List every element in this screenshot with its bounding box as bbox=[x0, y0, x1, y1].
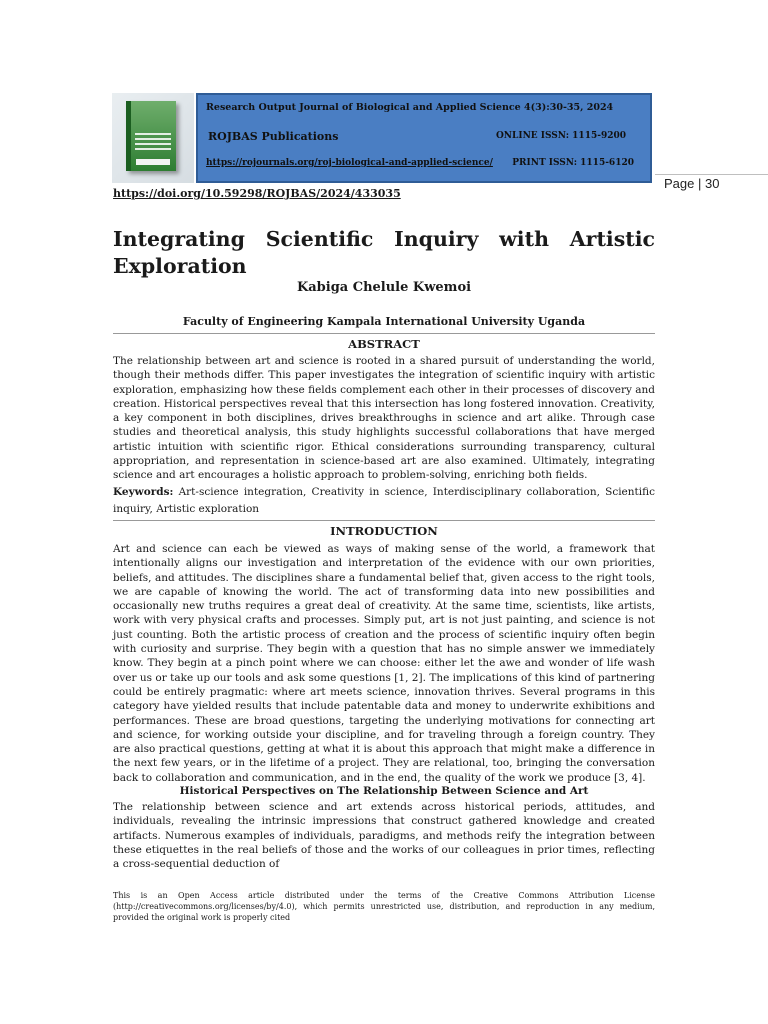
keywords-label: Keywords: bbox=[113, 486, 174, 498]
abstract-heading: ABSTRACT bbox=[348, 337, 420, 351]
journal-header-box bbox=[196, 93, 652, 183]
license-footer: This is an Open Access article distributed under the terms of the Creative Commons Attribution License (http://creativecommons.org/licenses/by/4.0), which permits unrestricted use, distribution, and reproduction in any medium, provided the original work is properly cited bbox=[113, 891, 655, 922]
author-affiliation: Faculty of Engineering Kampala International University Uganda bbox=[182, 315, 586, 328]
introduction-text: Art and science can each be viewed as ways of making sense of the world, a framework that intentionally aligns our investigation and interpretation of the evidence with our own priorities, beliefs, and attitudes. The disciplines share a fundamental belief that, given access to the right tools, we are capable of knowing the world. The act of transforming data into new possibilities and occasionally new truths requires a great deal of creativity. At the same time, scientists, like artists, work with very physical crafts and processes. Simply put, art is not just painting, and science is not just counting. Both the artistic process of creation and the process of scientific inquiry often begin with curiosity and surprise. They begin with a question that has no simple answer we immediately know. They begin at a pinch point where we can choose: either let the awe and wonder of life wash over us or take up our tools and ask some questions [1, 2]. The implications of this kind of partnering could be entirely pragmatic: where art meets science, innovation thrives. Several programs in this category have yielded results that include patentable data and money to underwrite exhibitions and performances. These are broad questions, targeting the underlying motivations for connecting art and science, for working outside your discipline, and for traveling through a foreign country. They are also practical questions, getting at what it is about this approach that might make a difference in the next few years, or in the lifetime of a project. They are relational, too, bringing the conversation back to collaboration and communication, and in the end, the quality of the work we produce [3, 4]. bbox=[113, 543, 655, 784]
book-badge bbox=[136, 159, 170, 165]
keywords-list: Art-science integration, Creativity in science, Interdisciplinary collaboration, Scientific inquiry, Artistic exploration bbox=[113, 486, 655, 515]
intro-top-rule bbox=[113, 520, 655, 521]
introduction-heading: INTRODUCTION bbox=[330, 524, 438, 538]
publisher-name: ROJBAS Publications bbox=[208, 130, 339, 143]
historical-text: The relationship between science and art extends across historical periods, attitudes, and individuals, revealing the intrinsic impressions that construct gathered knowledge and created artifacts. Numerous examples of individuals, paradigms, and methods reify the integration between these etiquettes in the real beliefs of those and the works of our colleagues in prior times, reflecting a cross-sequential deduction of bbox=[113, 801, 655, 871]
doi-link[interactable]: https://doi.org/10.59298/ROJBAS/2024/433035 bbox=[113, 187, 401, 200]
print-issn: PRINT ISSN: 1115-6120 bbox=[512, 158, 634, 168]
paper-title: Integrating Scientific Inquiry with Artistic Exploration bbox=[113, 227, 655, 278]
book-spine bbox=[126, 101, 131, 171]
abstract-text: The relationship between art and science is rooted in a shared pursuit of understanding the world, though their methods differ. This paper investigates the integration of scientific inquiry with artistic exploration, emphasizing how these fields complement each other in their processes of discovery and creation. Historical perspectives reveal that this intersection has long fostered innovation. Creativity, a key component in both disciplines, drives breakthroughs in science and art alike. Through case studies and theoretical analysis, this study highlights successful collaborations that have merged artistic intuition with scientific rigor. Ethical considerations surrounding transparency, cultural appropriation, and representation in science-based art are also examined. Ultimately, integrating science and art encourages a holistic approach to problem-solving, enriching both fields. bbox=[113, 355, 656, 482]
author-name: Kabiga Chelule Kwemoi bbox=[296, 280, 472, 295]
book-title-lines bbox=[135, 133, 171, 153]
abstract-top-rule bbox=[113, 333, 655, 334]
journal-url-link[interactable]: https://rojournals.org/roj-biological-and-applied-science/ bbox=[206, 158, 493, 168]
online-issn: ONLINE ISSN: 1115-9200 bbox=[495, 131, 626, 141]
page-number-rule bbox=[655, 174, 768, 175]
journal-cover-image bbox=[112, 93, 194, 183]
keywords bbox=[113, 484, 655, 518]
page-number: Page | 30 bbox=[664, 176, 720, 191]
journal-citation: Research Output Journal of Biological and Applied Science 4(3):30-35, 2024 bbox=[206, 102, 614, 113]
historical-heading: Historical Perspectives on The Relationship Between Science and Art bbox=[179, 785, 589, 797]
book-cover-icon bbox=[126, 101, 176, 171]
